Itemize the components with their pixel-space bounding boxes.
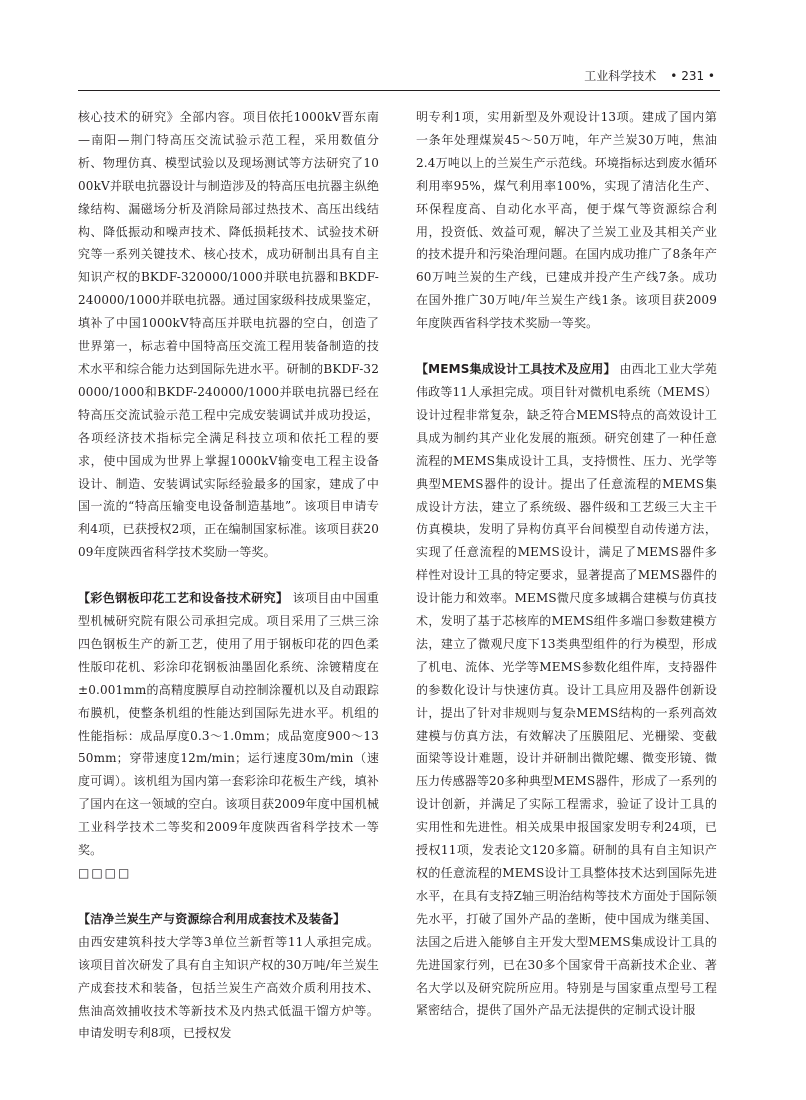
section-clean-semicoke <box>78 908 379 1045</box>
journal-name: 工业科学技术 <box>584 69 657 83</box>
section-body: 由西北工业大学苑伟政等11人承担完成。项目针对微机电系统（MEMS）设计过程非常复杂，缺乏符合MEMS特点的高效设计工具成为制约其产业化发展的瓶颈。研究创建了一种任意流程的MEMS集成设计工具，支持惯性、压力、光学等典型MEMS器件的设计。提出了任意流程的MEMS集成设计方法，建立了系统级、器件级和工艺级三大主干仿真模块，发明了异构仿真平台间模型自动传递方法，实现了任意流程的MEMS设计，满足了MEMS器件多样性对设计工具的特定要求，显著提高了MEMS器件的设计能力和效率。MEMS微尺度多域耦合建模与仿真技术，发明了基于芯核库的MEMS组件多端口参数建模方法，建立了微观尺度下13类典型组件的行为模型，形成了机电、流体、光学等MEMS参数化组件库，支持器件的参数化设计与快速仿真。设计工具应用及器件创新设计，提出了针对非规则与复杂MEMS结构的一系列高效建模与仿真方法，有效解决了压膜阻尼、光栅梁、变截面梁等设计难题，设计并研制出微陀螺、微变形镜、微压力传感器等20多种典型MEMS器件，形成了一系列的设计创新，并满足了实际工程需求，验证了设计工具的实用性和先进性。相关成果申报国家发明专利24项，已授权11项，发表论文120多篇。研制的具有自主知识产权的任意流程的MEMS设计工具整体技术达到国际先进水平，在具有支持Z轴三明治结构等技术方面处于国际领先水平，打破了国外产品的垄断，使中国成为继美国、法国之后进入能够自主开发大型MEMS集成设计工具的先进国家行列，已在30多个国家骨干高新技术企业、著名大学以及研究院所应用。特别是与国家重点型号工程紧密结合，提供了国外产品无法提供的定制式设计服 <box>416 362 717 1018</box>
right-paragraph-1: 明专利1项，实用新型及外观设计13项。建成了国内第一条年处理煤炭45～50万吨，年产兰炭30万吨，焦油2.4万吨以上的兰炭生产示范线。环境指标达到废水循环利用率95%，煤气利用率100%，实现了清洁化生产、环保程度高、自动化水平高，便于煤气等资源综合利用，投资低、效益可观，解决了兰炭工业及其相关产业的技术提升和污染治理问题。在国内成功推广了8条年产60万吨兰炭的生产线，已建成并投产生产线7条。成功在国外推广30万吨/年兰炭生产线1条。该项目获2009年度陕西省科学技术奖励一等奖。 <box>416 110 717 331</box>
author-credit: □□□□ <box>78 866 132 880</box>
left-column <box>78 106 379 1045</box>
left-paragraph-1: 核心技术的研究》全部内容。项目依托1000kV晋东南—南阳—荆门特高压交流试验示范工程，采用数值分析、物理仿真、模型试验以及现场测试等方法研究了1000kV并联电抗器设计与制造涉及的特高压电抗器主纵绝缘结构、漏磁场分析及消除局部过热技术、高压出线结构、降低振动和噪声技术、降低损耗技术、试验技术研究等一系列关键技术、核心技术，成功研制出具有自主知识产权的BKDF-320000/1000并联电抗器和BKDF-240000/1000并联电抗器。通过国家级科技成果鉴定，填补了中国1000kV特高压并联电抗器的空白，创造了世界第一，标志着中国特高压交流工程用装备制造的技术水平和综合能力达到国际先进水平。研制的BKDF-320000/1000和BKDF-240000/1000并联电抗器已经在特高压交流试验示范工程中完成安装调试并成功投运，各项经济技术指标完全满足科技立项和依托工程的要求，使中国成为世界上掌握1000kV输变电工程主设备设计、制造、安装调试实际经验最多的国家，建成了中国一流的“特高压输变电设备制造基地”。该项目申请专利4项，已获授权2项，正在编制国家标准。该项目获2009年度陕西省科学技术奖励一等奖。 <box>78 110 379 560</box>
section-body: 该项目由中国重型机械研究院有限公司承担完成。项目采用了三烘三涂四色钢板生产的新工艺，使用了用于钢板印花的四色柔性版印花机、彩涂印花钢板油墨固化系统、涂镀精度在±0.001mm的高精度膜厚自动控制涂覆机以及自动跟踪布膜机，使整条机组的性能达到国际先进水平。机组的性能指标：成品厚度0.3～1.0mm；成品宽度900～1350mm；穿带速度12m/min；运行速度30m/min（速度可调）。该机组为国内第一套彩涂印花板生产线，填补了国内在这一领域的空白。该项目获2009年度中国机械工业科学技术二等奖和2009年度陕西省科学技术一等奖。 <box>78 591 380 858</box>
section-body: 由西安建筑科技大学等3单位兰新哲等11人承担完成。该项目首次研发了具有自主知识产权的30万吨/年兰炭生产成套技术和装备，包括兰炭生产高效介质利用技术、焦油高效捕收技术等新技术及内热式低温干馏方炉等。申请发明专利8项，已授权发 <box>78 934 379 1041</box>
section-mems <box>416 358 717 1022</box>
right-column <box>416 106 717 1022</box>
section-title: 【MEMS集成设计工具技术及应用】 <box>416 362 616 377</box>
running-header <box>0 68 715 84</box>
section-color-steel <box>78 587 379 862</box>
header-rule <box>78 90 720 91</box>
section-title: 【洁净兰炭生产与资源综合利用成套技术及装备】 <box>78 911 346 926</box>
section-title: 【彩色钢板印花工艺和设备技术研究】 <box>78 591 289 606</box>
page-number: • 231 • <box>670 69 715 83</box>
